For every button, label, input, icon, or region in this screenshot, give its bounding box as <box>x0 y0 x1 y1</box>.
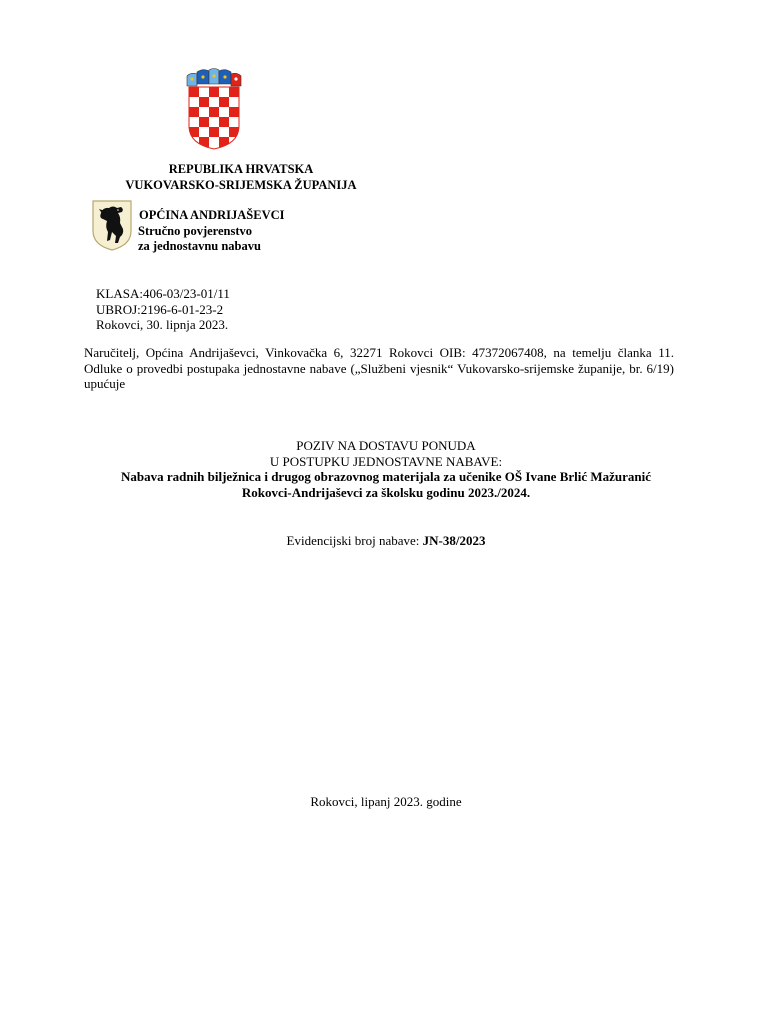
urbroj-number: UBROJ:2196-6-01-23-2 <box>96 301 224 317</box>
andrijasevci-coat-of-arms-icon <box>91 199 133 251</box>
evidence-label: Evidencijski broj nabave: <box>286 533 423 548</box>
intro-paragraph: Naručitelj, Općina Andrijaševci, Vinkovačka 6, 32271 Rokovci OIB: 47372067408, na temelju članka 11. Odluke o provedbi postupaka jednostavne nabave („Službeni vjesnik“ Vukovarsko-srijemske županije, br. 6/19) upućuje <box>84 345 674 391</box>
procurement-subject-line-2: Rokovci-Andrijaševci za školsku godinu 2023./2024. <box>241 484 531 500</box>
klasa-number: KLASA:406-03/23-01/11 <box>96 286 230 301</box>
document-header <box>96 162 386 193</box>
procurement-evidence-number <box>84 533 688 549</box>
footer-place-date: Rokovci, lipanj 2023. godine <box>310 794 462 809</box>
department-line-2: za jednostavnu nabavu <box>138 239 261 253</box>
title-line-1: POZIV NA DOSTAVU PONUDA <box>296 438 476 453</box>
reference-block <box>96 286 230 333</box>
document-title <box>84 438 688 500</box>
crown-icon <box>187 69 241 87</box>
evidence-number-value: JN-38/2023 <box>422 533 486 548</box>
department-line-1: Stručno povjerenstvo <box>138 223 253 238</box>
procurement-subject-line-1: Nabava radnih bilježnica i drugog obrazovnog materijala za učenike OŠ Ivane Brlić Mažuranić <box>120 469 652 484</box>
county-name: VUKOVARSKO-SRIJEMSKA ŽUPANIJA <box>125 177 357 192</box>
office-block <box>138 208 285 255</box>
country-name: REPUBLIKA HRVATSKA <box>168 162 314 176</box>
title-line-2: U POSTUPKU JEDNOSTAVNE NABAVE: <box>269 453 503 469</box>
croatian-coat-of-arms-icon <box>184 68 244 150</box>
place-and-date: Rokovci, 30. lipnja 2023. <box>96 317 229 332</box>
municipality-name: OPĆINA ANDRIJAŠEVCI <box>139 208 285 222</box>
